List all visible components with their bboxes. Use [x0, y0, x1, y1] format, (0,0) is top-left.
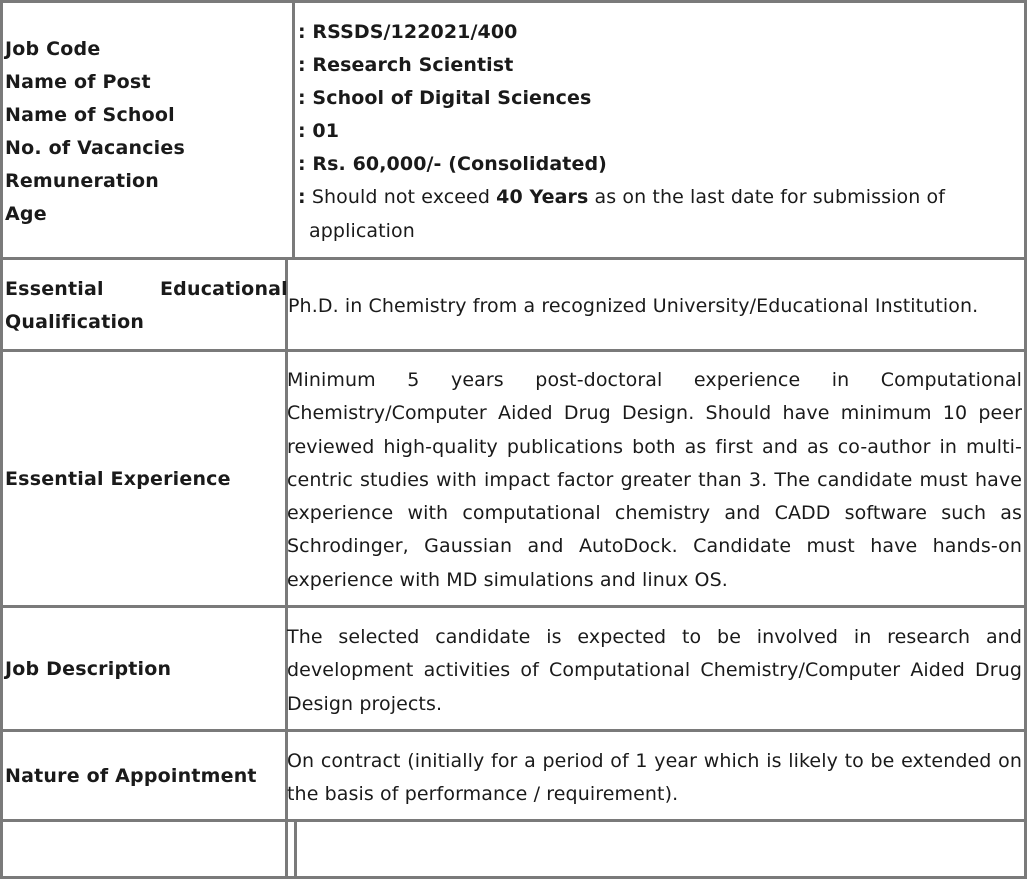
qualification-label-word2: Educational — [160, 278, 288, 300]
colon: : — [298, 120, 306, 142]
description-value — [287, 621, 1022, 721]
qualification-label-line2: Qualification — [5, 311, 145, 333]
colon: : — [298, 186, 306, 208]
name-of-post-label: Name of Post — [5, 71, 151, 93]
vacancies-value — [298, 120, 339, 142]
empty-value-cell — [294, 819, 1027, 879]
job-code-label: Job Code — [5, 38, 101, 60]
remuneration-label: Remuneration — [5, 170, 160, 192]
age-text-bold: 40 Years — [496, 186, 589, 208]
description-label: Job Description — [5, 658, 172, 680]
qualification-label-cell — [0, 257, 288, 352]
appointment-text: On contract (initially for a period of 1 year which is likely to be extended on the basis of performance / requirement). — [287, 750, 1022, 806]
appointment-label: Nature of Appointment — [5, 765, 257, 787]
age-value-line2: application — [309, 220, 415, 242]
empty-label-cell — [0, 819, 288, 879]
qualification-value: Ph.D. in Chemistry from a recognized University/Educational Institution. — [288, 295, 979, 317]
age-text-pre: Should not exceed — [311, 186, 490, 208]
experience-value — [287, 364, 1022, 597]
experience-text: Minimum 5 years post-doctoral experience in Computational Chemistry/Computer Aided Drug Design. Should have minimum 10 peer reviewed high-quality publications both as first and as co-author in multi-centric studies with impact factor greater than 3. The candidate must have experience with computational chemistry and CADD software such as Schrodinger, Gaussian and AutoDock. Candidate must have hands-on experience with MD simulations and linux OS. — [287, 369, 1022, 591]
post-text: Research Scientist — [312, 54, 514, 76]
colon: : — [298, 87, 306, 109]
age-text-post: as on the last date for submission of — [594, 186, 945, 208]
colon: : — [298, 54, 306, 76]
experience-label: Essential Experience — [5, 468, 231, 490]
post-value — [298, 54, 513, 76]
age-value — [298, 186, 945, 208]
remuneration-value — [298, 153, 607, 175]
job-code-value — [298, 21, 517, 43]
age-label: Age — [5, 203, 47, 225]
school-text: School of Digital Sciences — [312, 87, 592, 109]
vacancies-label: No. of Vacancies — [5, 137, 185, 159]
colon: : — [298, 153, 306, 175]
qualification-label-word1: Essential — [5, 278, 104, 300]
job-code-text: RSSDS/122021/400 — [312, 21, 518, 43]
appointment-value — [287, 745, 1022, 812]
name-of-school-label: Name of School — [5, 104, 175, 126]
school-value — [298, 87, 591, 109]
remuneration-text: Rs. 60,000/- (Consolidated) — [312, 153, 607, 175]
description-text: The selected candidate is expected to be involved in research and development activities of Computational Chemistry/Computer Aided Drug Design projects. — [287, 626, 1022, 715]
colon: : — [298, 21, 306, 43]
vacancies-text: 01 — [312, 120, 340, 142]
